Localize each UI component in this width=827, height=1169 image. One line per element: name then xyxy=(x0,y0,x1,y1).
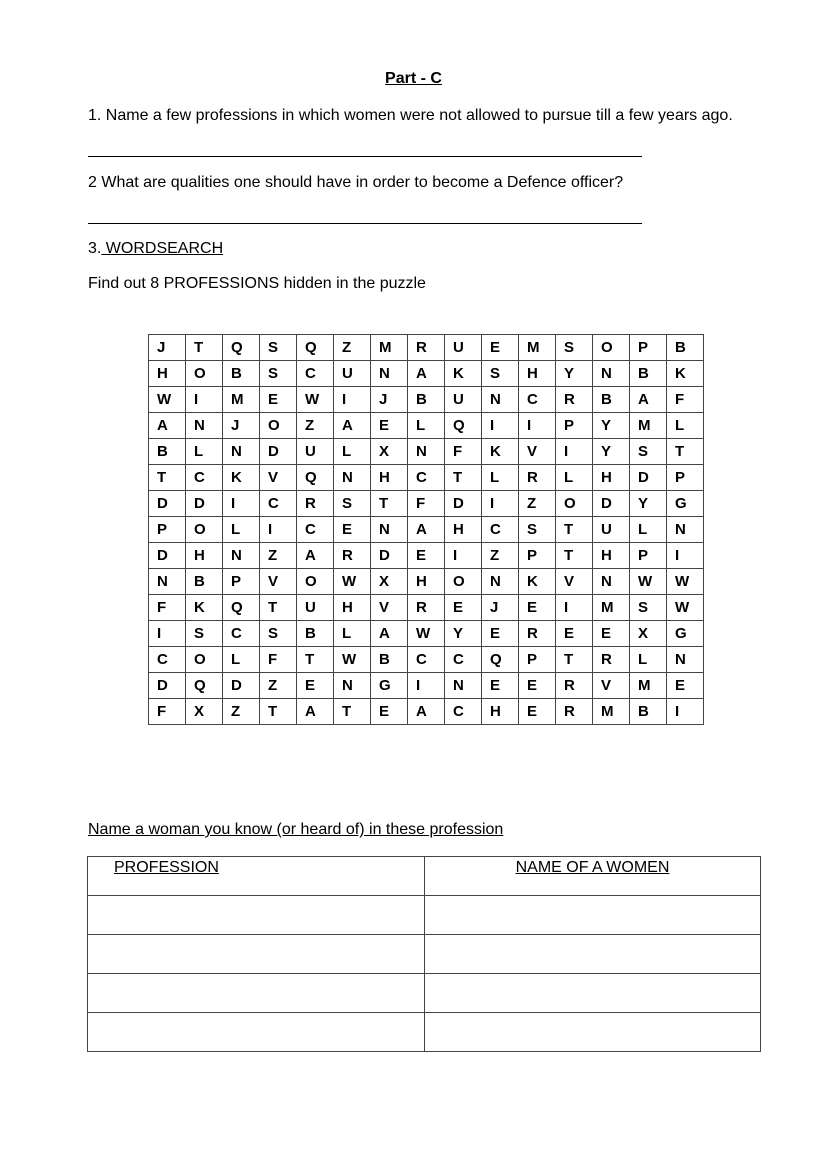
grid-row xyxy=(149,517,704,543)
question-3-number: 3. xyxy=(88,240,102,257)
grid-cell[interactable]: Q xyxy=(297,465,334,491)
grid-cell[interactable]: S xyxy=(334,491,371,517)
grid-cell[interactable]: M xyxy=(630,413,667,439)
grid-cell[interactable]: B xyxy=(630,361,667,387)
grid-cell[interactable]: A xyxy=(630,387,667,413)
grid-cell[interactable]: L xyxy=(630,647,667,673)
grid-cell[interactable]: W xyxy=(297,387,334,413)
grid-cell[interactable]: H xyxy=(593,465,630,491)
grid-cell[interactable]: O xyxy=(556,491,593,517)
grid-cell[interactable]: O xyxy=(445,569,482,595)
table-row xyxy=(88,974,761,1013)
grid-cell[interactable]: T xyxy=(556,543,593,569)
question-2: 2 What are qualities one should have in order to become a Defence officer? xyxy=(88,174,624,191)
grid-cell[interactable]: E xyxy=(519,595,556,621)
grid-row xyxy=(149,465,704,491)
grid-cell[interactable]: E xyxy=(667,673,704,699)
grid-cell[interactable]: Z xyxy=(260,543,297,569)
grid-cell[interactable]: X xyxy=(186,699,223,725)
grid-cell[interactable]: B xyxy=(297,621,334,647)
grid-cell[interactable]: V xyxy=(593,673,630,699)
grid-cell[interactable]: H xyxy=(593,543,630,569)
grid-row xyxy=(149,491,704,517)
grid-row xyxy=(149,413,704,439)
name-cell[interactable] xyxy=(425,1013,761,1052)
grid-cell[interactable]: O xyxy=(260,413,297,439)
grid-cell[interactable]: N xyxy=(371,517,408,543)
grid-cell[interactable]: I xyxy=(667,699,704,725)
grid-cell[interactable]: L xyxy=(667,413,704,439)
grid-cell[interactable]: D xyxy=(593,491,630,517)
grid-cell[interactable]: L xyxy=(334,439,371,465)
grid-cell[interactable]: N xyxy=(445,673,482,699)
grid-cell[interactable]: M xyxy=(593,595,630,621)
grid-cell[interactable]: U xyxy=(593,517,630,543)
wordsearch-grid xyxy=(148,334,704,725)
grid-cell[interactable]: C xyxy=(519,387,556,413)
grid-cell[interactable]: I xyxy=(186,387,223,413)
grid-cell[interactable]: S xyxy=(630,439,667,465)
grid-cell[interactable]: O xyxy=(186,517,223,543)
table-row xyxy=(88,1013,761,1052)
grid-cell[interactable]: I xyxy=(260,517,297,543)
grid-cell[interactable]: N xyxy=(593,361,630,387)
grid-cell[interactable]: H xyxy=(371,465,408,491)
grid-cell[interactable]: O xyxy=(186,647,223,673)
grid-cell[interactable]: Z xyxy=(297,413,334,439)
grid-cell[interactable]: N xyxy=(482,569,519,595)
grid-cell[interactable]: E xyxy=(260,387,297,413)
grid-cell[interactable]: Q xyxy=(445,413,482,439)
grid-cell[interactable]: H xyxy=(519,361,556,387)
grid-cell[interactable]: B xyxy=(408,387,445,413)
grid-cell[interactable]: T xyxy=(556,517,593,543)
grid-cell[interactable]: J xyxy=(482,595,519,621)
grid-cell[interactable]: I xyxy=(334,387,371,413)
grid-cell[interactable]: F xyxy=(260,647,297,673)
grid-cell[interactable]: E xyxy=(519,673,556,699)
grid-cell[interactable]: B xyxy=(593,387,630,413)
grid-cell[interactable]: A xyxy=(297,543,334,569)
grid-cell[interactable]: N xyxy=(223,439,260,465)
grid-row xyxy=(149,621,704,647)
grid-cell[interactable]: W xyxy=(630,569,667,595)
grid-cell[interactable]: Z xyxy=(482,543,519,569)
grid-cell[interactable]: V xyxy=(260,465,297,491)
grid-cell[interactable]: A xyxy=(408,699,445,725)
grid-cell[interactable]: I xyxy=(482,491,519,517)
grid-cell[interactable]: S xyxy=(260,335,297,361)
grid-cell[interactable]: C xyxy=(149,647,186,673)
grid-cell[interactable]: U xyxy=(297,439,334,465)
grid-cell[interactable]: N xyxy=(667,647,704,673)
grid-cell[interactable]: H xyxy=(186,543,223,569)
grid-row xyxy=(149,439,704,465)
grid-cell[interactable]: I xyxy=(667,543,704,569)
grid-cell[interactable]: N xyxy=(334,465,371,491)
grid-cell[interactable]: Q xyxy=(186,673,223,699)
grid-cell[interactable]: R xyxy=(408,595,445,621)
grid-cell[interactable]: F xyxy=(445,439,482,465)
grid-cell[interactable]: N xyxy=(223,543,260,569)
grid-cell[interactable]: L xyxy=(223,647,260,673)
grid-cell[interactable]: R xyxy=(593,647,630,673)
grid-cell[interactable]: J xyxy=(223,413,260,439)
grid-cell[interactable]: N xyxy=(371,361,408,387)
grid-cell[interactable]: E xyxy=(445,595,482,621)
grid-cell[interactable]: W xyxy=(667,595,704,621)
grid-cell[interactable]: P xyxy=(519,543,556,569)
grid-cell[interactable]: B xyxy=(371,647,408,673)
grid-cell[interactable]: N xyxy=(667,517,704,543)
name-cell[interactable] xyxy=(425,935,761,974)
grid-cell[interactable]: Z xyxy=(223,699,260,725)
grid-cell[interactable]: A xyxy=(371,621,408,647)
grid-cell[interactable]: V xyxy=(556,569,593,595)
grid-cell[interactable]: S xyxy=(519,517,556,543)
grid-cell[interactable]: X xyxy=(630,621,667,647)
grid-row xyxy=(149,569,704,595)
grid-cell[interactable]: E xyxy=(556,621,593,647)
question-3 xyxy=(88,240,223,258)
grid-cell[interactable]: K xyxy=(482,439,519,465)
grid-cell[interactable]: H xyxy=(334,595,371,621)
grid-cell[interactable]: R xyxy=(334,543,371,569)
grid-cell[interactable]: C xyxy=(445,647,482,673)
grid-cell[interactable]: B xyxy=(667,335,704,361)
grid-cell[interactable]: K xyxy=(519,569,556,595)
grid-cell[interactable]: O xyxy=(297,569,334,595)
grid-cell[interactable]: P xyxy=(630,335,667,361)
grid-cell[interactable]: Q xyxy=(223,595,260,621)
grid-cell[interactable]: Z xyxy=(260,673,297,699)
answer-line-1[interactable] xyxy=(88,156,642,157)
grid-cell[interactable]: C xyxy=(408,465,445,491)
grid-cell[interactable]: T xyxy=(149,465,186,491)
grid-cell[interactable]: Y xyxy=(630,491,667,517)
grid-cell[interactable]: N xyxy=(186,413,223,439)
grid-cell[interactable]: M xyxy=(630,673,667,699)
grid-row xyxy=(149,699,704,725)
grid-cell[interactable]: E xyxy=(334,517,371,543)
grid-cell[interactable]: M xyxy=(223,387,260,413)
name-cell[interactable] xyxy=(425,974,761,1013)
grid-cell[interactable]: H xyxy=(149,361,186,387)
grid-cell[interactable]: D xyxy=(149,491,186,517)
profession-column-header: PROFESSION xyxy=(88,857,425,896)
name-column-header: NAME OF A WOMEN xyxy=(425,857,761,896)
grid-cell[interactable]: P xyxy=(667,465,704,491)
grid-cell[interactable]: U xyxy=(445,335,482,361)
grid-cell[interactable]: O xyxy=(186,361,223,387)
profession-cell[interactable] xyxy=(88,896,425,935)
grid-cell[interactable]: B xyxy=(186,569,223,595)
grid-cell[interactable]: B xyxy=(223,361,260,387)
grid-cell[interactable]: P xyxy=(149,517,186,543)
grid-cell[interactable]: L xyxy=(482,465,519,491)
grid-cell[interactable]: T xyxy=(556,647,593,673)
grid-cell[interactable]: R xyxy=(556,387,593,413)
grid-cell[interactable]: F xyxy=(408,491,445,517)
grid-cell[interactable]: L xyxy=(556,465,593,491)
grid-cell[interactable]: T xyxy=(297,647,334,673)
grid-cell[interactable]: E xyxy=(482,335,519,361)
grid-cell[interactable]: Y xyxy=(556,361,593,387)
grid-cell[interactable]: R xyxy=(556,699,593,725)
grid-cell[interactable]: D xyxy=(223,673,260,699)
grid-cell[interactable]: W xyxy=(408,621,445,647)
grid-cell[interactable]: D xyxy=(445,491,482,517)
grid-cell[interactable]: A xyxy=(149,413,186,439)
grid-cell[interactable]: L xyxy=(630,517,667,543)
grid-cell[interactable]: G xyxy=(667,621,704,647)
grid-row xyxy=(149,543,704,569)
grid-cell[interactable]: F xyxy=(667,387,704,413)
grid-cell[interactable]: M xyxy=(371,335,408,361)
grid-cell[interactable]: I xyxy=(556,595,593,621)
grid-cell[interactable]: E xyxy=(482,621,519,647)
grid-cell[interactable]: J xyxy=(371,387,408,413)
name-cell[interactable] xyxy=(425,896,761,935)
grid-cell[interactable]: W xyxy=(667,569,704,595)
grid-cell[interactable]: R xyxy=(556,673,593,699)
grid-cell[interactable]: C xyxy=(482,517,519,543)
grid-cell[interactable]: K xyxy=(445,361,482,387)
grid-cell[interactable]: X xyxy=(371,569,408,595)
grid-cell[interactable]: G xyxy=(371,673,408,699)
table-header-row xyxy=(88,857,761,896)
grid-cell[interactable]: E xyxy=(297,673,334,699)
grid-cell[interactable]: V xyxy=(260,569,297,595)
grid-cell[interactable]: T xyxy=(445,465,482,491)
grid-cell[interactable]: V xyxy=(519,439,556,465)
grid-cell[interactable]: D xyxy=(149,673,186,699)
grid-cell[interactable]: X xyxy=(371,439,408,465)
grid-cell[interactable]: S xyxy=(186,621,223,647)
grid-cell[interactable]: U xyxy=(334,361,371,387)
grid-cell[interactable]: N xyxy=(408,439,445,465)
grid-cell[interactable]: D xyxy=(630,465,667,491)
table-row xyxy=(88,896,761,935)
grid-cell[interactable]: P xyxy=(223,569,260,595)
grid-cell[interactable]: C xyxy=(297,517,334,543)
grid-cell[interactable]: U xyxy=(297,595,334,621)
grid-cell[interactable]: Q xyxy=(482,647,519,673)
grid-cell[interactable]: F xyxy=(149,699,186,725)
grid-cell[interactable]: A xyxy=(334,413,371,439)
question-3-label: WORDSEARCH xyxy=(101,240,224,257)
grid-cell[interactable]: T xyxy=(667,439,704,465)
grid-cell[interactable]: G xyxy=(667,491,704,517)
grid-cell[interactable]: M xyxy=(519,335,556,361)
grid-cell[interactable]: B xyxy=(630,699,667,725)
grid-row xyxy=(149,335,704,361)
grid-cell[interactable]: Z xyxy=(519,491,556,517)
grid-cell[interactable]: E xyxy=(593,621,630,647)
grid-cell[interactable]: N xyxy=(482,387,519,413)
grid-cell[interactable]: R xyxy=(297,491,334,517)
grid-cell[interactable]: C xyxy=(297,361,334,387)
grid-cell[interactable]: O xyxy=(593,335,630,361)
grid-cell[interactable]: K xyxy=(186,595,223,621)
grid-cell[interactable]: N xyxy=(149,569,186,595)
grid-cell[interactable]: K xyxy=(223,465,260,491)
grid-cell[interactable]: C xyxy=(186,465,223,491)
grid-cell[interactable]: W xyxy=(334,647,371,673)
grid-cell[interactable]: I xyxy=(556,439,593,465)
grid-cell[interactable]: A xyxy=(297,699,334,725)
grid-cell[interactable]: K xyxy=(667,361,704,387)
answer-line-2[interactable] xyxy=(88,223,642,224)
grid-row xyxy=(149,595,704,621)
grid-cell[interactable]: L xyxy=(223,517,260,543)
grid-cell[interactable]: I xyxy=(482,413,519,439)
grid-cell[interactable]: L xyxy=(334,621,371,647)
grid-cell[interactable]: A xyxy=(408,361,445,387)
table-heading: Name a woman you know (or heard of) in these profession xyxy=(88,821,504,838)
grid-cell[interactable]: N xyxy=(334,673,371,699)
grid-cell[interactable]: C xyxy=(445,699,482,725)
grid-cell[interactable]: E xyxy=(482,673,519,699)
grid-cell[interactable]: V xyxy=(371,595,408,621)
grid-cell[interactable]: W xyxy=(334,569,371,595)
grid-cell[interactable]: D xyxy=(371,543,408,569)
grid-cell[interactable]: D xyxy=(260,439,297,465)
grid-cell[interactable]: S xyxy=(260,361,297,387)
grid-cell[interactable]: N xyxy=(593,569,630,595)
grid-cell[interactable]: T xyxy=(334,699,371,725)
grid-cell[interactable]: J xyxy=(149,335,186,361)
table-row xyxy=(88,935,761,974)
grid-cell[interactable]: Q xyxy=(223,335,260,361)
grid-row xyxy=(149,673,704,699)
grid-cell[interactable]: C xyxy=(223,621,260,647)
question-1: 1. Name a few professions in which women were not allowed to pursue till a few years ago. xyxy=(88,107,733,124)
grid-cell[interactable]: T xyxy=(371,491,408,517)
grid-cell[interactable]: T xyxy=(260,699,297,725)
part-title: Part - C xyxy=(385,70,442,87)
grid-cell[interactable]: H xyxy=(408,569,445,595)
grid-cell[interactable]: R xyxy=(519,465,556,491)
grid-cell[interactable]: U xyxy=(445,387,482,413)
wordsearch-instruction: Find out 8 PROFESSIONS hidden in the puzzle xyxy=(88,275,426,292)
grid-cell[interactable]: R xyxy=(408,335,445,361)
profession-cell[interactable] xyxy=(88,974,425,1013)
grid-cell[interactable]: H xyxy=(445,517,482,543)
profession-table xyxy=(87,856,761,1052)
grid-cell[interactable]: T xyxy=(186,335,223,361)
grid-cell[interactable]: S xyxy=(260,621,297,647)
grid-cell[interactable]: L xyxy=(186,439,223,465)
grid-cell[interactable]: B xyxy=(149,439,186,465)
grid-cell[interactable]: A xyxy=(408,517,445,543)
grid-cell[interactable]: S xyxy=(482,361,519,387)
grid-cell[interactable]: F xyxy=(149,595,186,621)
grid-cell[interactable]: W xyxy=(149,387,186,413)
grid-cell[interactable]: I xyxy=(149,621,186,647)
grid-cell[interactable]: I xyxy=(519,413,556,439)
grid-cell[interactable]: P xyxy=(556,413,593,439)
grid-cell[interactable]: I xyxy=(445,543,482,569)
grid-cell[interactable]: L xyxy=(408,413,445,439)
grid-row xyxy=(149,647,704,673)
grid-cell[interactable]: R xyxy=(519,621,556,647)
grid-cell[interactable]: P xyxy=(630,543,667,569)
grid-cell[interactable]: C xyxy=(408,647,445,673)
grid-cell[interactable]: Q xyxy=(297,335,334,361)
grid-cell[interactable]: Y xyxy=(593,413,630,439)
grid-cell[interactable]: D xyxy=(149,543,186,569)
grid-cell[interactable]: I xyxy=(223,491,260,517)
grid-cell[interactable]: H xyxy=(482,699,519,725)
grid-cell[interactable]: E xyxy=(519,699,556,725)
grid-cell[interactable]: P xyxy=(519,647,556,673)
grid-cell[interactable]: C xyxy=(260,491,297,517)
grid-cell[interactable]: S xyxy=(630,595,667,621)
grid-row xyxy=(149,387,704,413)
grid-cell[interactable]: S xyxy=(556,335,593,361)
grid-cell[interactable]: M xyxy=(593,699,630,725)
grid-cell[interactable]: D xyxy=(186,491,223,517)
grid-cell[interactable]: E xyxy=(371,699,408,725)
grid-row xyxy=(149,361,704,387)
grid-cell[interactable]: Z xyxy=(334,335,371,361)
grid-cell[interactable]: I xyxy=(408,673,445,699)
profession-cell[interactable] xyxy=(88,1013,425,1052)
grid-cell[interactable]: Y xyxy=(445,621,482,647)
grid-cell[interactable]: Y xyxy=(593,439,630,465)
grid-cell[interactable]: T xyxy=(260,595,297,621)
grid-cell[interactable]: E xyxy=(371,413,408,439)
profession-cell[interactable] xyxy=(88,935,425,974)
grid-cell[interactable]: E xyxy=(408,543,445,569)
